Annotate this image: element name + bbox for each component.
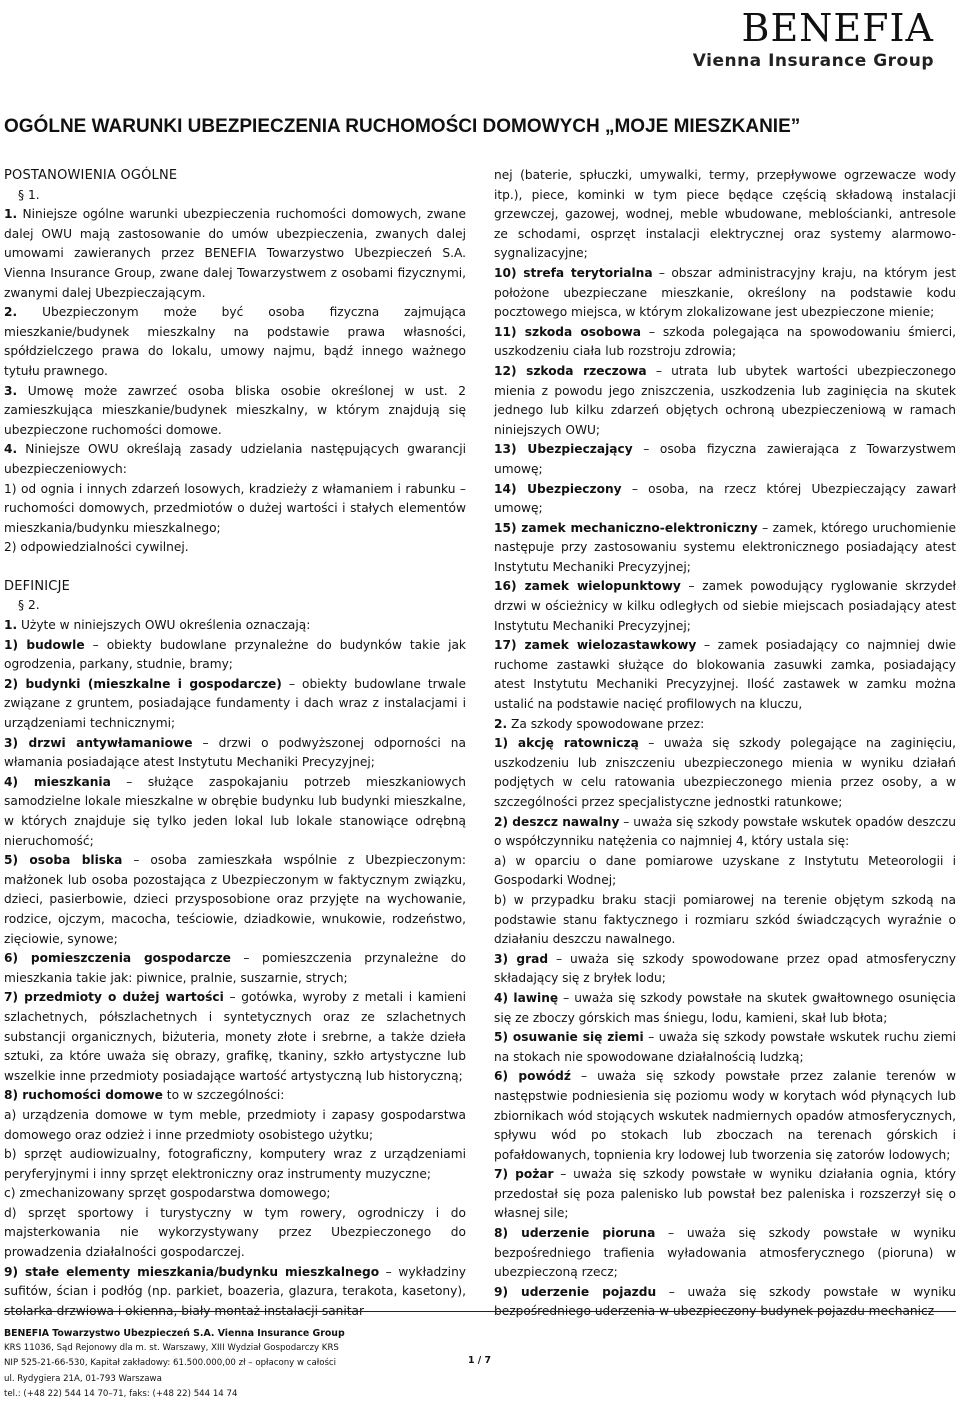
list-item: c) zmechanizowany sprzęt gospodarstwa domowego; bbox=[4, 1186, 331, 1201]
definition: 3) drzwi antywłamaniowe – drzwi o podwyższonej odporności na włamania posiadające atest Instytutu Mechaniki Precyzyjnej; bbox=[4, 735, 466, 770]
right-column bbox=[494, 166, 956, 1322]
section-number: § 2. bbox=[18, 598, 40, 613]
definition: 6) pomieszczenia gospodarcze – pomieszczenia przynależne do mieszkania takie jak: piwnice, pralnie, suszarnie, strych; bbox=[4, 951, 466, 985]
footer-line: NIP 525-21-66-530, Kapitał zakładowy: 61.500.000,00 zł – opłacony w całości bbox=[4, 1358, 337, 1369]
definition: 9) stałe elementy mieszkania/budynku mieszkalnego – wykładziny sufitów, ścian i podłóg (np. parkiet, boazeria, glazura, terakota, kasetony), stolarka drzwiowa i okienna, biały montaż instalacji sanitar- bbox=[4, 1264, 467, 1318]
definition: 1) budowle – obiekty budowlane przynależne do budynków takie jak ogrodzenia, parkany, studnie, bramy; bbox=[4, 637, 466, 672]
definition: 9) uderzenie pojazdu – uważa się szkody powstałe w wyniku bezpośredniego uderzenia w ubezpieczony budynek pojazdu mechanicz- bbox=[494, 1284, 956, 1319]
page-number: 1 / 7 bbox=[468, 1355, 491, 1366]
definition: 16) zamek wielopunktowy – zamek powodujący ryglowanie skrzydeł drzwi w ościeżnicy w kilku odległych od siebie miejscach posiadający atest Instytutu Mechaniki Precyzyjnej; bbox=[494, 579, 956, 633]
footer-line: KRS 11036, Sąd Rejonowy dla m. st. Warszawy, XIII Wydział Gospodarczy KRS bbox=[4, 1343, 339, 1354]
section-heading: POSTANOWIENIA OGÓLNE bbox=[4, 168, 178, 183]
benefia-logo bbox=[693, 6, 934, 72]
footer-company: BENEFIA Towarzystwo Ubezpieczeń S.A. Vienna Insurance Group bbox=[4, 1328, 345, 1339]
definition: 4) mieszkania – służące zaspokajaniu potrzeb mieszkaniowych samodzielne lokale mieszkalne w obrębie budynku lub budynki mieszkalne, w których znajduje się tylko jeden lokal lub lokale stanowiące odrębną nieruchomość; bbox=[4, 774, 466, 848]
definition: 7) przedmioty o dużej wartości – gotówka, wyroby z metali i kamieni szlachetnych, półszlachetnych i syntetycznych oraz ze szlachetnych substancji organicznych, biżuteria, monety złote i srebrne, a także dzieła sztuki, za które uważa się obrazy, grafikę, tkaniny, szkło artystyczne lub wszelkie inne przedmioty posiadające wartość artystyczną lub historyczną; bbox=[4, 990, 466, 1083]
definition: 2) budynki (mieszkalne i gospodarcze) – obiekty budowlane trwale związane z gruntem, posiadające fundamenty i dach wraz z instalacjami i urządzeniami technicznymi; bbox=[4, 676, 466, 731]
list-item: b) w przypadku braku stacji pomiarowej na terenie objętym szkodą na podstawie stanu faktycznego i rozmiaru szkód świadczących wyraźnie o działaniu deszczu nawalnego. bbox=[494, 892, 956, 947]
footer-line: tel.: (+48 22) 544 14 70–71, faks: (+48 22) 544 14 74 bbox=[4, 1388, 238, 1399]
section-heading: DEFINICJE bbox=[4, 578, 71, 594]
definition: 3) grad – uważa się szkody spowodowane przez opad atmosferyczny składający się z bryłek lodu; bbox=[494, 951, 956, 986]
list-item: 2) odpowiedzialności cywilnej. bbox=[4, 540, 189, 555]
footer-line: ul. Rydygiera 21A, 01-793 Warszawa bbox=[4, 1373, 162, 1384]
list-item: a) urządzenia domowe w tym meble, przedmioty i zapasy gospodarstwa domowego oraz odzież i inne przedmioty osobistego użytku; bbox=[4, 1107, 466, 1142]
definition: 4) lawinę – uważa się szkody powstałe na skutek gwałtownego osunięcia się ze zboczy górskich mas śniegu, lodu, kamieni, skał lub błota; bbox=[494, 990, 956, 1025]
definition: 17) zamek wielozastawkowy – zamek posiadający co najmniej dwie ruchome zastawki służące do blokowania zasuwki zamka, posiadający atest Instytutu Mechaniki Precyzyjnej. Ilość zastawek w zamku można ustalić na podstawie nacięć profilowych na kluczu, bbox=[494, 638, 956, 712]
list-item: b) sprzęt audiowizualny, fotograficzny, komputery wraz z urządzeniami peryferyjnymi i inny sprzęt elektroniczny oraz instrumenty muzyczne; bbox=[4, 1147, 466, 1181]
definition: 11) szkoda osobowa – szkoda polegająca na spowodowaniu śmierci, uszkodzeniu ciała lub rozstroju zdrowia; bbox=[494, 324, 957, 359]
left-column bbox=[4, 166, 466, 1321]
list-item: d) sprzęt sportowy i turystyczny w tym rowery, ogrodniczy i do majsterkowania nie wykorzystywany przez Ubezpieczonego do prowadzenia działalności gospodarczej. bbox=[4, 1205, 466, 1260]
paragraph: 4. Niniejsze OWU określają zasady udzielania następujących gwarancji ubezpieczeniowych: bbox=[4, 442, 466, 476]
list-item: a) w oparciu o dane pomiarowe uzyskane z Instytutu Meteorologii i Gospodarki Wodnej; bbox=[494, 853, 956, 888]
definition: 7) pożar – uważa się szkody powstałe w wyniku działania ognia, który przedostał się poza palenisko lub powstał bez paleniska i rozszerzył się o własnej sile; bbox=[494, 1167, 957, 1221]
paragraph: nej (baterie, spłuczki, umywalki, termy, przepływowe ogrzewacze wody itp.), piece, kominki w tym piece będące częścią składową instalacji grzewczej, gazowej, wodnej, meble wbudowane, meblościanki, antresole ze schodami, osprzęt instalacji elektrycznej oraz systemy alarmowo-sygnalizacyjne; bbox=[494, 168, 956, 261]
section-number: § 1. bbox=[18, 187, 40, 202]
definition: 15) zamek mechaniczno-elektroniczny – zamek, którego uruchomienie następuje przy zastosowaniu systemu elektronicznego posiadający atest Instytutu Mechaniki Precyzyjnej; bbox=[494, 520, 956, 574]
definition: 13) Ubezpieczający – osoba fizyczna zawierająca z Towarzystwem umowę; bbox=[494, 442, 956, 476]
definition: 2) deszcz nawalny – uważa się szkody powstałe wskutek opadów deszczu o współczynniku natężenia co najmniej 4, który ustala się: bbox=[494, 814, 957, 849]
definition: 6) powódź – uważa się szkody powstałe przez zalanie terenów w następstwie podniesienia się poziomu wody w korytach wód płynących lub zbiornikach wód stojących wskutek nadmiernych opadów atmosferycznych, spływu wód po stokach lub zboczach na terenach górskich i pofałdowanych, topnienia kry lodowej lub tworzenia się zatorów lodowych; bbox=[494, 1069, 956, 1162]
paragraph: 1. Użyte w niniejszych OWU określenia oznaczają: bbox=[4, 618, 311, 633]
footer-divider bbox=[4, 1311, 956, 1312]
paragraph: 2. Ubezpieczonym może być osoba fizyczna zajmująca mieszkanie/budynek mieszkalny na podstawie prawa własności, spółdzielczego prawa do lokalu, umowy najmu, bądź innego ważnego tytułu prawnego. bbox=[4, 305, 467, 378]
document-title: OGÓLNE WARUNKI UBEZPIECZENIA RUCHOMOŚCI DOMOWYCH „MOJE MIESZKANIE” bbox=[4, 116, 801, 137]
definition: 5) osuwanie się ziemi – uważa się szkody powstałe wskutek ruchu ziemi na stokach nie spowodowane działalnością ludzką; bbox=[494, 1030, 956, 1064]
logo-subtitle: Vienna Insurance Group bbox=[692, 51, 934, 71]
logo-wordmark: BENEFIA bbox=[741, 6, 934, 50]
footer bbox=[4, 1326, 345, 1402]
paragraph: 3. Umowę może zawrzeć osoba bliska osobie określonej w ust. 2 zamieszkująca mieszkanie/budynek mieszkalny, w którym znajdują się ubezpieczone ruchomości domowe. bbox=[4, 383, 467, 437]
definition: 5) osoba bliska – osoba zamieszkała wspólnie z Ubezpieczonym: małżonek lub osoba pozostająca z Ubezpieczonym w faktycznym związku, dzieci, pasierbowie, dzieci przysposobione oraz przyjęte na wychowanie, rodzice, ojczym, macocha, teściowie, dziadkowie, wnukowie, rodzeństwo, zięciowie, synowe; bbox=[4, 853, 466, 946]
definition: 10) strefa terytorialna – obszar administracyjny kraju, na którym jest położone ubezpieczane mieszkanie, określony na podstawie kodu pocztowego miejsca, w którym zlokalizowane jest ubezpieczone mienie; bbox=[494, 265, 956, 320]
definition: 12) szkoda rzeczowa – utrata lub ubytek wartości ubezpieczonego mienia z powodu jego zniszczenia, uszkodzenia lub zaginięcia na skutek jednego lub kilku zdarzeń objętych ochroną ubezpieczeniową w ramach niniejszych OWU; bbox=[494, 363, 956, 437]
definition: 1) akcję ratowniczą – uważa się szkody polegające na zaginięciu, uszkodzeniu lub zniszczeniu ubezpieczonego mienia w wyniku działań podjętych w celu ratowania ubezpieczonego mienia przez osoby, a w szczególności przez specjalistyczne jednostki ratunkowe; bbox=[494, 736, 957, 809]
definition: 14) Ubezpieczony – osoba, na rzecz której Ubezpieczający zawarł umowę; bbox=[494, 481, 957, 516]
paragraph: 2. Za szkody spowodowane przez: bbox=[494, 716, 705, 731]
definition: 8) uderzenie pioruna – uważa się szkody powstałe w wyniku bezpośredniego trafienia wyładowania atmosferycznego (pioruna) w ubezpieczoną rzecz; bbox=[494, 1226, 956, 1280]
list-item: 1) od ognia i innych zdarzeń losowych, kradzieży z włamaniem i rabunku – ruchomości domowych, przedmiotów o dużej wartości i stałych elementów mieszkania/budynku mieszkalnego; bbox=[4, 481, 466, 535]
definition: 8) ruchomości domowe to w szczególności: bbox=[4, 1088, 285, 1103]
paragraph: 1. Niniejsze ogólne warunki ubezpieczenia ruchomości domowych, zwane dalej OWU mają zastosowanie do umów ubezpieczenia, zwanych dalej umowami zawieranych przez BENEFIA Towarzystwo Ubezpieczeń S.A. Vienna Insurance Group, zwane dalej Towarzystwem z osobami fizycznymi, zwanymi dalej Ubezpieczającym. bbox=[4, 207, 466, 300]
